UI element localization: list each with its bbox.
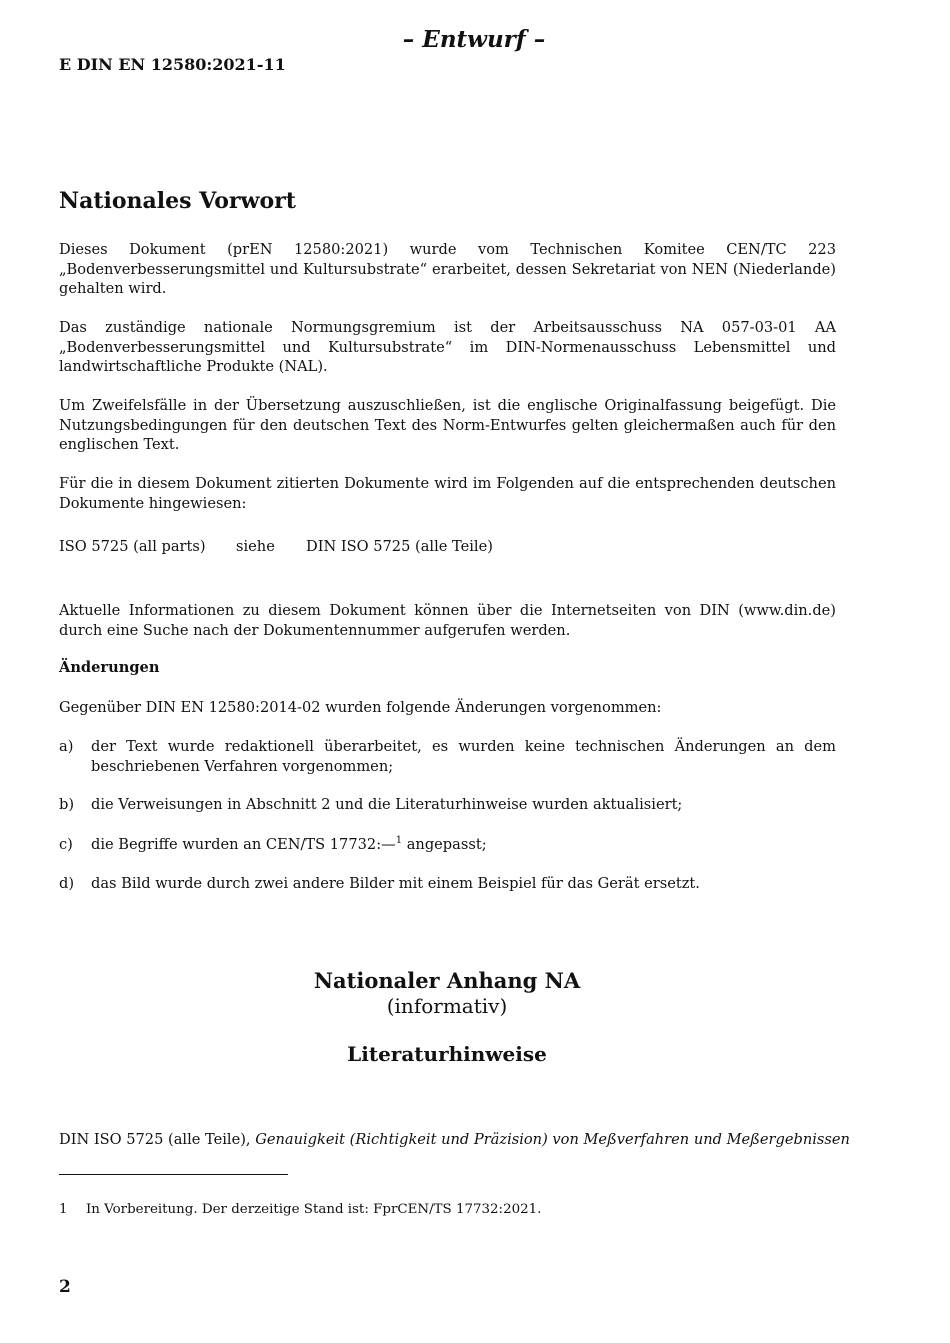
- foreword-paragraph-5: Aktuelle Informationen zu diesem Dokument können über die Internetseiten von DIN (www.din.de) durch eine Suche nach der Dokumentennummer aufgerufen werden.: [59, 602, 836, 639]
- list-item-text: [91, 835, 836, 855]
- list-item-label: b): [59, 796, 75, 813]
- document-id: E DIN EN 12580:2021-11: [59, 55, 286, 74]
- foreword-paragraph-3: Um Zweifelsfälle in der Übersetzung auszuschließen, ist die englische Originalfassung beigefügt. Die Nutzungsbedingungen für den deutschen Text des Norm-Entwurfes gelten gleichermaßen auch für den englischen Text.: [59, 397, 836, 454]
- list-item-label: d): [59, 875, 75, 892]
- list-item-label: a): [59, 738, 74, 755]
- foreword-heading: Nationales Vorwort: [59, 188, 296, 214]
- bibliography-entry-title: Genauigkeit (Richtigkeit und Präzision) von Meßverfahren und Meßergebnissen: [255, 1131, 850, 1148]
- bibliography-title: Literaturhinweise: [347, 1042, 547, 1066]
- changes-intro: Gegenüber DIN EN 12580:2014-02 wurden folgende Änderungen vorgenommen:: [59, 699, 662, 716]
- correspondence-see: siehe: [236, 538, 275, 555]
- correspondence-iso: ISO 5725 (all parts): [59, 538, 206, 555]
- footnote-text: In Vorbereitung. Der derzeitige Stand ist: FprCEN/TS 17732:2021.: [86, 1202, 542, 1217]
- footnote-number: 1: [59, 1202, 68, 1217]
- correspondence-din: DIN ISO 5725 (alle Teile): [306, 538, 493, 555]
- foreword-paragraph-4: Für die in diesem Dokument zitierten Dokumente wird im Folgenden auf die entsprechenden deutschen Dokumente hingewiesen:: [59, 475, 836, 512]
- changes-heading: Änderungen: [59, 659, 160, 676]
- foreword-paragraph-2: Das zuständige nationale Normungsgremium ist der Arbeitsausschuss NA 057-03-01 AA „Bodenverbesserungsmittel und Kultursubstrate“ im DIN-Normenausschuss Lebensmittel und landwirtschaftliche Produkte (NAL).: [59, 319, 836, 376]
- list-item-label: c): [59, 836, 73, 853]
- bibliography-entry: [59, 1130, 850, 1150]
- bibliography-entry-id: DIN ISO 5725 (alle Teile),: [59, 1131, 256, 1148]
- foreword-paragraph-1: Dieses Dokument (prEN 12580:2021) wurde vom Technischen Komitee CEN/TC 223 „Bodenverbesserungsmittel und Kultursubstrate“ erarbeitet, dessen Sekretariat von NEN (Niederlande) gehalten wird.: [59, 241, 836, 298]
- annex-subtitle: (informativ): [386, 994, 508, 1018]
- footnote-mark[interactable]: 1: [395, 835, 403, 847]
- list-item-text-before: die Begriffe wurden an CEN/TS 17732:—: [91, 836, 396, 853]
- draft-label: – Entwurf –: [402, 26, 546, 53]
- annex-title: Nationaler Anhang NA: [313, 968, 581, 993]
- list-item-text: das Bild wurde durch zwei andere Bilder mit einem Beispiel für das Gerät ersetzt.: [91, 875, 700, 892]
- list-item-text: der Text wurde redaktionell überarbeitet, es wurden keine technischen Änderungen an dem beschriebenen Verfahren vorgenommen;: [91, 738, 836, 775]
- page-number: 2: [59, 1277, 71, 1297]
- footnote-divider: [59, 1174, 288, 1175]
- list-item-text: die Verweisungen in Abschnitt 2 und die Literaturhinweise wurden aktualisiert;: [91, 796, 683, 813]
- list-item-text-after: angepasst;: [402, 836, 487, 853]
